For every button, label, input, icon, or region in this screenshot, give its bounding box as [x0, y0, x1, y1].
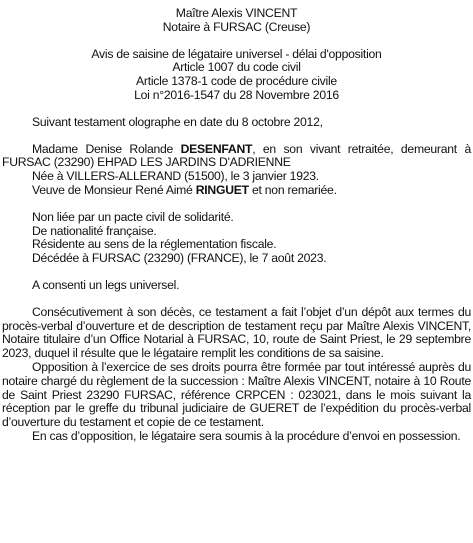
status-residence: Résidente au sens de la réglementation fiscale. — [32, 237, 277, 252]
deceased-widow — [2, 184, 471, 198]
deceased-birth: Née à VILLERS-ALLERAND (51500), le 3 janvier 1923. — [32, 169, 319, 184]
deceased-address: FURSAC (23290) EHPAD LES JARDINS D'ADRIENNE — [2, 155, 291, 170]
deceased-identity — [2, 143, 471, 171]
notary-office: Notaire à FURSAC (Creuse) — [162, 19, 311, 34]
widow-prefix: Veuve de Monsieur René Aimé — [32, 182, 196, 197]
legacy-statement: A consenti un legs universel. — [32, 277, 180, 292]
testament-intro: Suivant testament olographe en date du 8 octobre 2012, — [32, 114, 323, 129]
status-death: Décédée à FURSAC (23290) (FRANCE), le 7 août 2023. — [32, 251, 327, 266]
status-nationality: De nationalité française. — [32, 223, 157, 238]
legal-reference-law: Loi n°2016-1547 du 28 Novembre 2016 — [134, 87, 339, 102]
deposit-paragraph: Consécutivement à son décès, ce testament a fait l’objet d’un dépôt aux termes du procès-verbal d’ouverture et de description de testament reçu par Maître Alexis VINCENT, Notaire titulaire d’un Office Notarial à FURSAC, 10, route de Saint Priest, le 29 septembre 2023, duquel il résulte que le légataire remplit les conditions de sa saisine. — [2, 304, 471, 361]
deceased-name-prefix: Madame Denise Rolande — [32, 141, 181, 156]
widow-surname: RINGUET — [195, 182, 249, 197]
widow-suffix: et non remariée. — [248, 182, 337, 197]
legal-reference-civil-code: Article 1007 du code civil — [172, 60, 301, 75]
notice-title: Avis de saisine de légataire universel - délai d'opposition — [91, 46, 382, 61]
possession-paragraph: En cas d’opposition, le légataire sera soumis à la procédure d’envoi en possession. — [32, 428, 461, 443]
legal-reference-civil-procedure: Article 1378-1 code de procédure civile — [136, 74, 337, 89]
opposition-paragraph: Opposition à l’exercice de ses droits pourra être formée par tout intéressé auprès du notaire chargé du règlement de la succession : Maître Alexis VINCENT, notaire à 10 Route de Saint Priest 23290 FURSAC, référence CRPCEN : 023021, dans le mois suivant la réception par le greffe du tribunal judiciaire de GUERET de l’expédition du procès-verbal d’ouverture du testament et copie de ce testament. — [2, 359, 471, 430]
deceased-surname: DESENFANT — [180, 141, 253, 156]
status-pacs: Non liée par un pacte civil de solidarité. — [32, 209, 234, 224]
notary-name: Maître Alexis VINCENT — [175, 6, 298, 20]
deceased-occupation: , en son vivant retraitée, demeurant à — [252, 141, 471, 156]
